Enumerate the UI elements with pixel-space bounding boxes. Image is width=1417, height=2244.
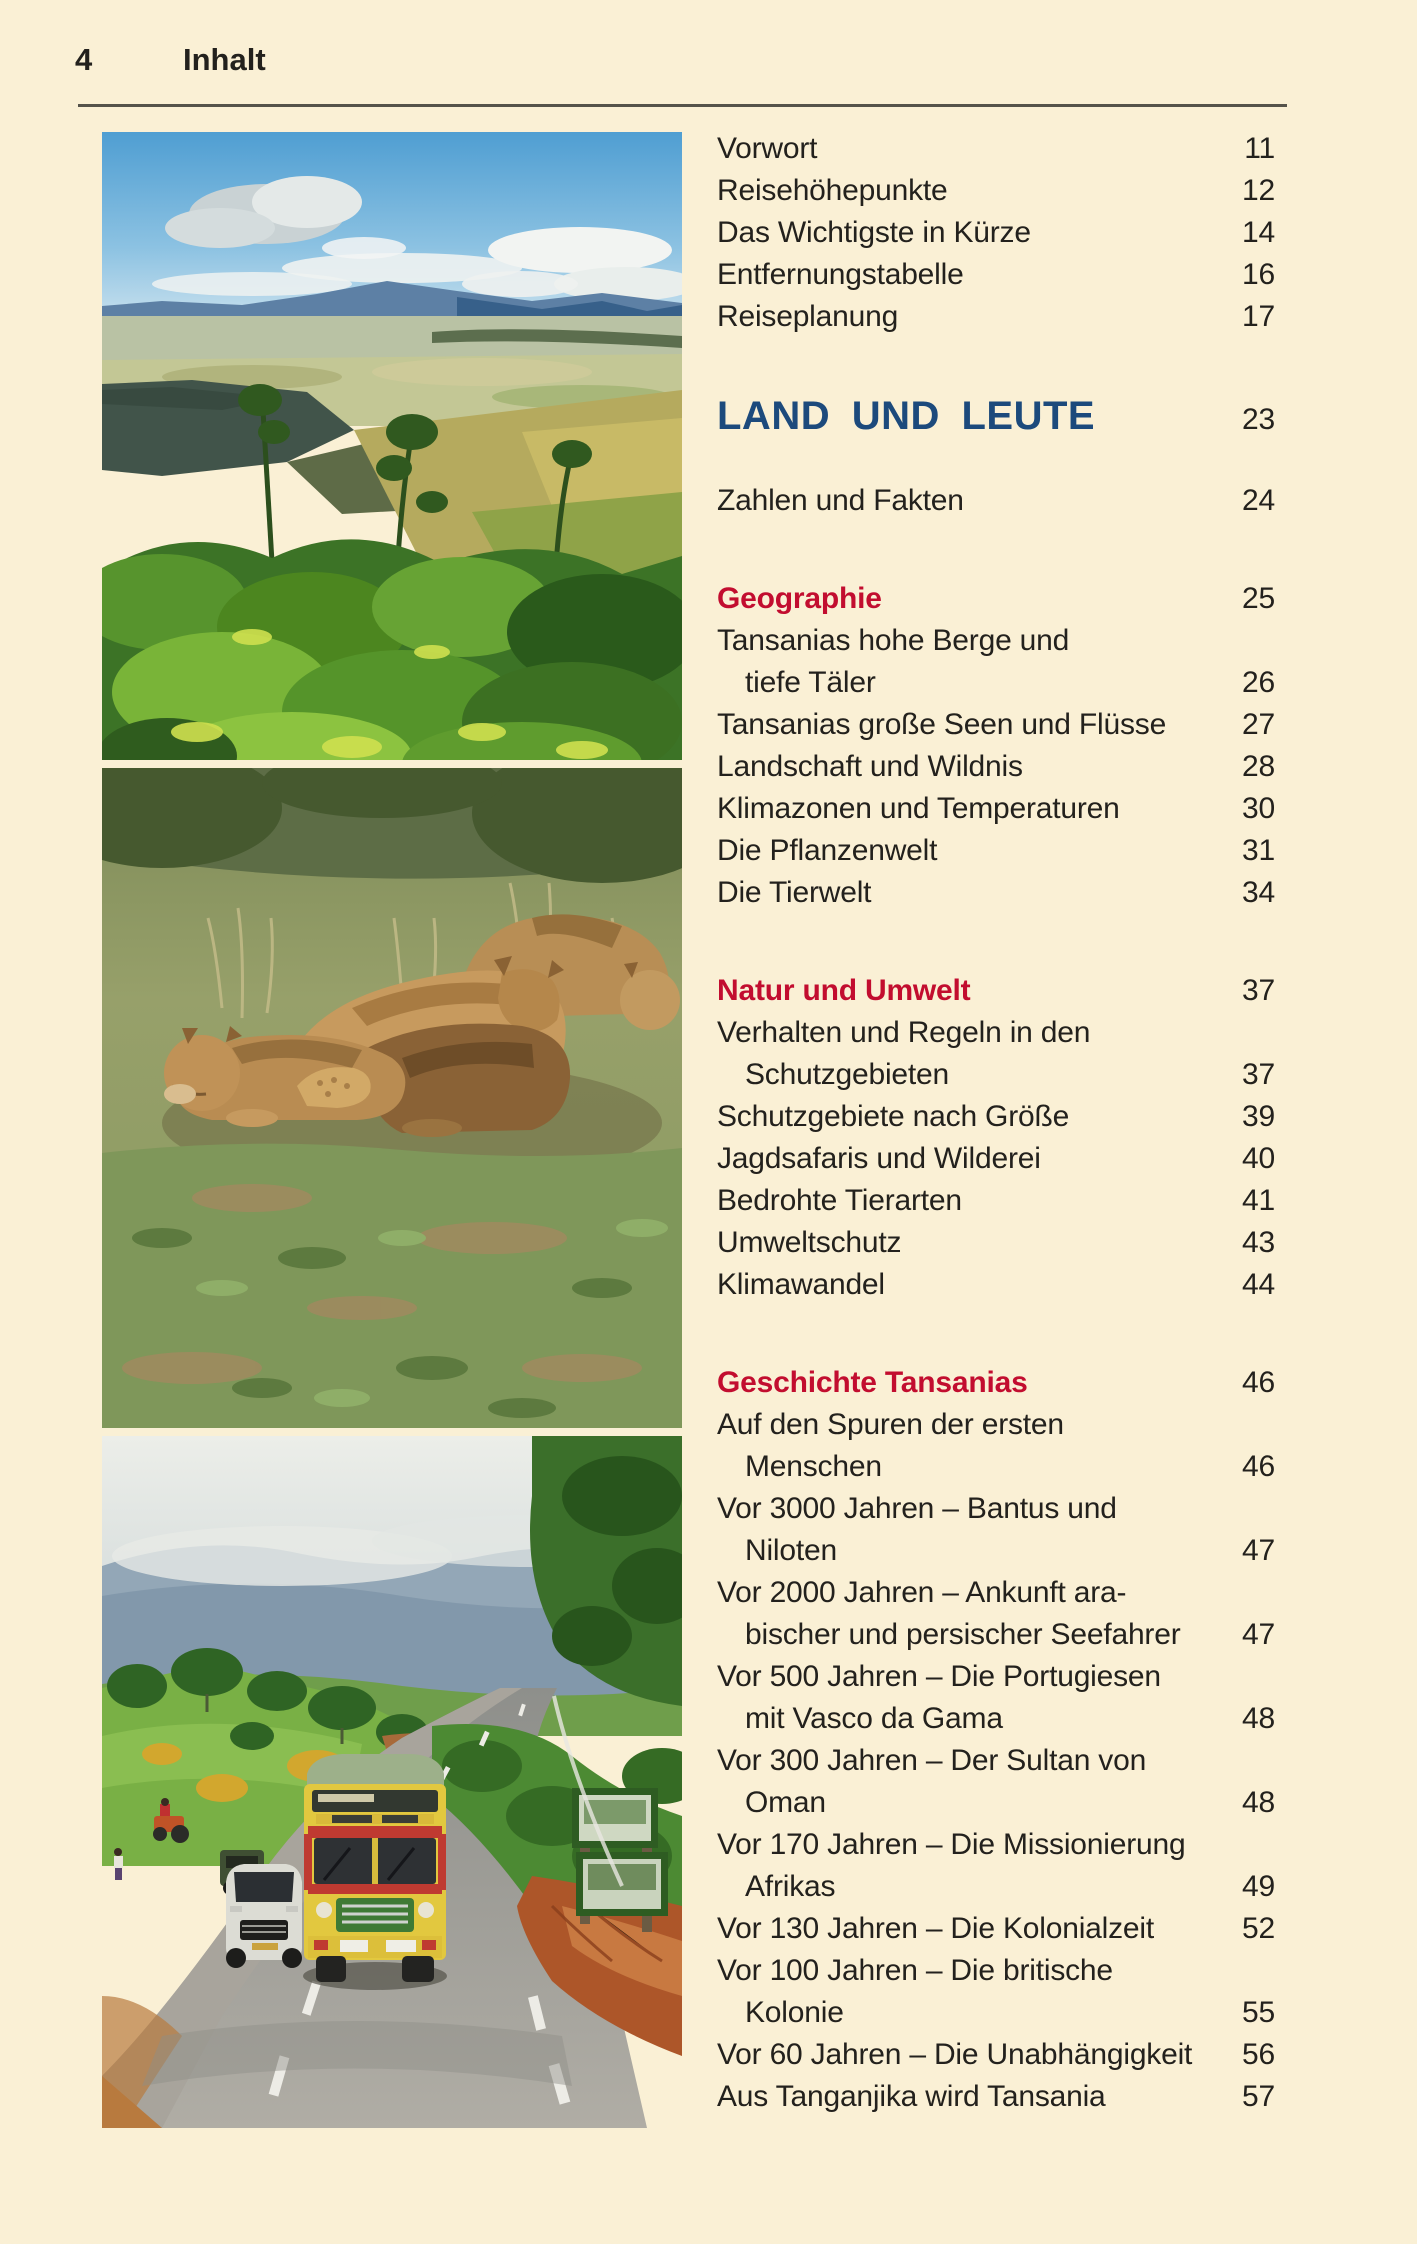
toc-entry-row [717, 872, 1275, 914]
toc-entry-row [717, 1180, 1275, 1222]
toc-page-number: 46 [1242, 1450, 1275, 1483]
toc-page-number: 26 [1242, 666, 1275, 699]
toc-entry-label: Zahlen und Fakten [717, 484, 964, 517]
toc-entry-row [717, 704, 1275, 746]
toc-entry-label: LAND UND LEUTE [717, 394, 1096, 438]
toc-entry-row [717, 830, 1275, 872]
toc-entry-label: Tansanias hohe Berge und [717, 624, 1070, 657]
toc-entry-label: Vor 2000 Jahren – Ankunft ara- [717, 1576, 1127, 1609]
toc-entry-row [717, 1824, 1275, 1908]
toc-entry-row [717, 170, 1275, 212]
toc-entry-label: Reiseplanung [717, 300, 899, 333]
toc-entry-row [717, 1950, 1275, 2034]
toc-page-number: 48 [1242, 1702, 1275, 1735]
toc-entry-label: Vor 300 Jahren – Der Sultan von [717, 1744, 1147, 1777]
toc-entry-row [717, 788, 1275, 830]
toc-entry-label: Vor 500 Jahren – Die Portugiesen [717, 1660, 1161, 1693]
road-bus-image [102, 1436, 682, 2128]
toc-entry-row [717, 480, 1275, 522]
toc-page-number: 28 [1242, 750, 1275, 783]
toc-entry-label: Menschen [745, 1450, 882, 1483]
toc-entry-row [717, 620, 1275, 704]
toc-entry-label: Auf den Spuren der ersten [717, 1408, 1064, 1441]
toc-entry-label: Vor 60 Jahren – Die Unabhängigkeit [717, 2038, 1193, 2071]
photo-lion-pride [102, 768, 682, 1428]
toc-entry-label: Vorwort [717, 132, 818, 165]
toc-entry-label: Natur und Umwelt [717, 974, 971, 1007]
toc-entry-label: Vor 3000 Jahren – Bantus und [717, 1492, 1117, 1525]
page-title: Inhalt [183, 42, 266, 77]
toc-page-number: 34 [1242, 876, 1275, 909]
toc-page-number: 24 [1242, 484, 1275, 517]
toc-entry-label: Kolonie [745, 1996, 844, 2029]
toc-entry-label: Schutzgebiete nach Größe [717, 1100, 1070, 1133]
toc-entry-row [717, 1096, 1275, 1138]
crater-landscape-image [102, 132, 682, 760]
toc-entry-label: Entfernungstabelle [717, 258, 964, 291]
toc-entry-row [717, 296, 1275, 338]
toc-page-number: 49 [1242, 1870, 1275, 1903]
toc-entry-label: Umweltschutz [717, 1226, 902, 1259]
header-rule [78, 104, 1287, 107]
toc-entry-label: tiefe Täler [745, 666, 876, 699]
toc-entry-label: Bedrohte Tierarten [717, 1184, 962, 1217]
toc-part-heading-row [717, 390, 1275, 442]
toc-entry-label: Aus Tanganjika wird Tansania [717, 2080, 1106, 2113]
toc-page-number: 52 [1242, 1912, 1275, 1945]
lion-pride-image [102, 768, 682, 1428]
toc-entry-row [717, 1222, 1275, 1264]
toc-entry-label: Klimawandel [717, 1268, 885, 1301]
toc-entry-row [717, 1012, 1275, 1096]
toc-entry-label: Klimazonen und Temperaturen [717, 792, 1120, 825]
toc-page-number: 12 [1242, 174, 1275, 207]
toc-entry-row [717, 1264, 1275, 1306]
toc-page-number: 43 [1242, 1226, 1275, 1259]
toc-entry-label: Afrikas [745, 1870, 836, 1903]
toc-section-heading-row [717, 578, 1275, 620]
toc-entry-label: Vor 170 Jahren – Die Missionierung [717, 1828, 1186, 1861]
toc-page-number: 39 [1242, 1100, 1275, 1133]
toc-entry-row [717, 2076, 1275, 2118]
toc-page-number: 25 [1242, 582, 1275, 615]
toc-entry-label: Geschichte Tansanias [717, 1366, 1028, 1399]
toc-page-number: 37 [1242, 974, 1275, 1007]
toc-entry-row [717, 1572, 1275, 1656]
toc-entry-label: Reisehöhepunkte [717, 174, 948, 207]
toc-entry-label: Jagdsafaris und Wilderei [717, 1142, 1041, 1175]
toc-entry-label: Geographie [717, 582, 882, 615]
toc-entry-label: Vor 130 Jahren – Die Kolonialzeit [717, 1912, 1155, 1945]
toc-page-number: 11 [1244, 132, 1275, 165]
toc-page-number: 55 [1242, 1996, 1275, 2029]
toc-entry-row [717, 1404, 1275, 1488]
photo-crater-landscape [102, 132, 682, 760]
toc-page-number: 44 [1242, 1268, 1275, 1301]
toc-page-number: 46 [1242, 1366, 1275, 1399]
toc-entry-row [717, 212, 1275, 254]
toc-page-number: 27 [1242, 708, 1275, 741]
photo-road-bus [102, 1436, 682, 2128]
toc-page-number: 14 [1242, 216, 1275, 249]
toc-page-number: 16 [1242, 258, 1275, 291]
toc-entry-row [717, 746, 1275, 788]
table-of-contents [717, 128, 1275, 2118]
toc-section-heading-row [717, 1362, 1275, 1404]
toc-page-number: 30 [1242, 792, 1275, 825]
toc-page-number: 47 [1242, 1618, 1275, 1651]
toc-entry-row [717, 254, 1275, 296]
toc-entry-label: Die Tierwelt [717, 876, 872, 909]
toc-entry-row [717, 1138, 1275, 1180]
toc-entry-row [717, 1740, 1275, 1824]
toc-entry-label: Das Wichtigste in Kürze [717, 216, 1031, 249]
toc-page-number: 47 [1242, 1534, 1275, 1567]
toc-page-number: 40 [1242, 1142, 1275, 1175]
toc-section-heading-row [717, 970, 1275, 1012]
toc-entry-label: Die Pflanzenwelt [717, 834, 938, 867]
page-number: 4 [75, 42, 93, 77]
toc-entry-label: Landschaft und Wildnis [717, 750, 1023, 783]
toc-entry-row [717, 1908, 1275, 1950]
toc-page-number: 31 [1242, 834, 1275, 867]
toc-entry-label: mit Vasco da Gama [745, 1702, 1003, 1735]
toc-entry-row [717, 2034, 1275, 2076]
toc-page-number: 56 [1242, 2038, 1275, 2071]
toc-entry-label: bischer und persischer Seefahrer [745, 1618, 1181, 1651]
toc-entry-label: Tansanias große Seen und Flüsse [717, 708, 1167, 741]
toc-entry-row [717, 1656, 1275, 1740]
toc-entry-label: Schutzgebieten [745, 1058, 950, 1091]
toc-page-number: 23 [1242, 403, 1275, 436]
toc-page-number: 37 [1242, 1058, 1275, 1091]
toc-entry-label: Niloten [745, 1534, 837, 1567]
toc-entry-row [717, 128, 1275, 170]
toc-entry-label: Oman [745, 1786, 826, 1819]
toc-entry-label: Vor 100 Jahren – Die britische [717, 1954, 1113, 1987]
toc-entry-label: Verhalten und Regeln in den [717, 1016, 1091, 1049]
toc-page-number: 48 [1242, 1786, 1275, 1819]
toc-entry-row [717, 1488, 1275, 1572]
toc-page-number: 17 [1242, 300, 1275, 333]
toc-page-number: 57 [1242, 2080, 1275, 2113]
toc-page-number: 41 [1242, 1184, 1275, 1217]
